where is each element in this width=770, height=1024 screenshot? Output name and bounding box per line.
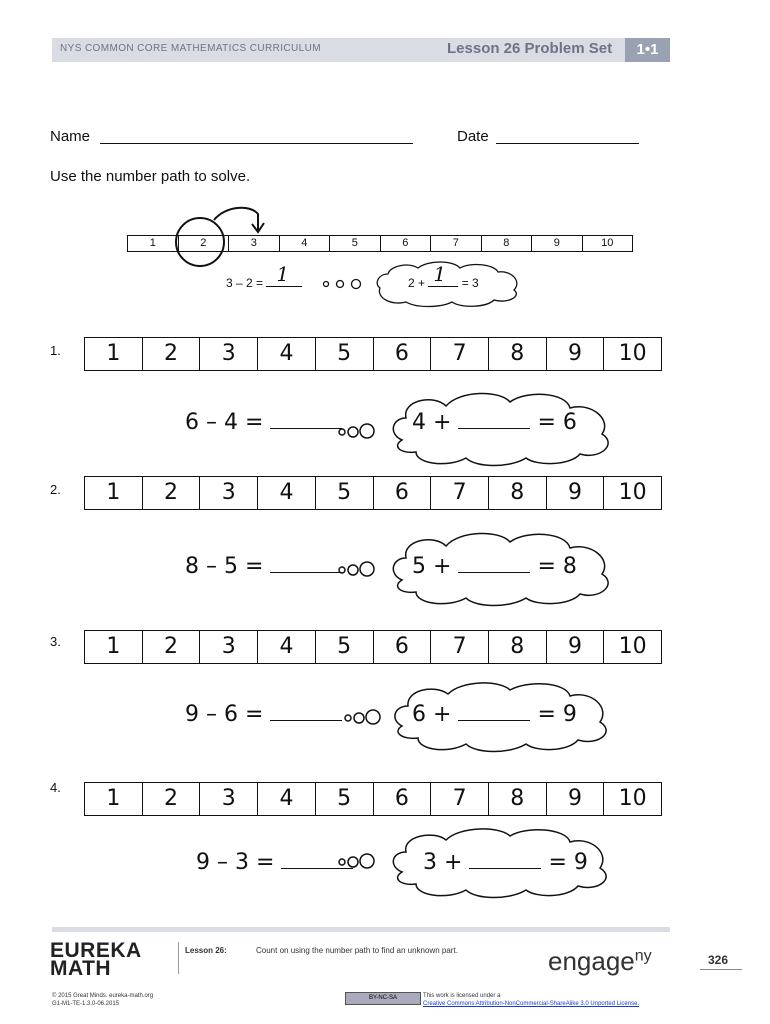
problem-2-answer-blank[interactable]: [270, 554, 342, 573]
path-cell: 2: [179, 236, 230, 251]
path-cell: 6: [374, 783, 432, 815]
copyright-line1: © 2015 Great Minds. eureka-math.org: [52, 993, 154, 999]
path-cell: 1: [85, 783, 143, 815]
problem-3-addition: [412, 702, 577, 727]
footer-lesson-description: Count on using the number path to find an unknown part.: [256, 946, 458, 955]
example-addition-right: = 3: [461, 276, 479, 290]
path-cell: 8: [489, 631, 547, 663]
path-cell: 5: [316, 783, 374, 815]
problem-1-addition: [412, 410, 577, 435]
path-cell: 6: [374, 477, 432, 509]
copyright: [52, 992, 153, 1008]
path-cell: 8: [489, 783, 547, 815]
path-cell: 4: [258, 631, 316, 663]
path-cell: 2: [143, 477, 201, 509]
problem-4-subtraction: [196, 850, 353, 875]
problem-2-addition-blank[interactable]: [458, 554, 530, 573]
problem-1-subtraction: [185, 410, 342, 435]
path-cell: 10: [618, 634, 647, 659]
license-line1: This work is licensed under a: [423, 993, 501, 999]
page-number-rule: [700, 969, 742, 970]
footer-lesson-label: Lesson 26:: [185, 946, 227, 955]
path-cell: 4: [258, 783, 316, 815]
eureka-logo-line2: MATH: [50, 957, 112, 980]
path-cell: 9: [547, 631, 605, 663]
problem-4-answer-blank[interactable]: [281, 850, 353, 869]
path-cell: 7: [431, 236, 482, 251]
path-cell: 1: [85, 338, 143, 370]
name-field[interactable]: [100, 143, 413, 144]
problem-3-number: 3.: [50, 634, 61, 649]
problem-3-addition-left: 6 +: [412, 702, 452, 727]
path-cell: 2: [143, 338, 201, 370]
path-cell: 9: [532, 236, 583, 251]
path-cell: 9: [547, 338, 605, 370]
problem-1-answer-blank[interactable]: [270, 410, 342, 429]
path-cell: 1: [85, 631, 143, 663]
path-cell: 7: [431, 631, 489, 663]
date-field[interactable]: [496, 143, 639, 144]
problem-1-number-path: [84, 337, 662, 371]
path-cell: 10: [601, 237, 614, 249]
path-cell: 6: [374, 338, 432, 370]
problem-3-subtraction-text: 9 – 6 =: [185, 702, 264, 727]
path-cell: 9: [547, 477, 605, 509]
license-link[interactable]: Creative Commons Attribution-NonCommercial-ShareAlike 3.0 Unported License.: [423, 1001, 640, 1007]
path-cell: 4: [258, 338, 316, 370]
path-cell: 4: [258, 477, 316, 509]
problem-4-addition-right: = 9: [548, 850, 588, 875]
engage-text: engage: [548, 946, 635, 976]
path-cell: 5: [330, 236, 381, 251]
example-subtraction-text: 3 – 2 =: [226, 276, 264, 290]
problem-1-number: 1.: [50, 343, 61, 358]
path-cell: 3: [200, 631, 258, 663]
problem-4-number-path: [84, 782, 662, 816]
path-cell: 5: [316, 338, 374, 370]
cc-license-badge: BY-NC-SA: [345, 992, 421, 1005]
grade-module-badge: 1•1: [625, 38, 670, 62]
path-cell: 9: [547, 783, 605, 815]
problem-2-number-path: [84, 476, 662, 510]
problem-4-addition: [423, 850, 588, 875]
problem-1-addition-right: = 6: [537, 410, 577, 435]
path-cell: 3: [200, 477, 258, 509]
problem-2-subtraction: [185, 554, 342, 579]
license-text: [423, 992, 639, 1008]
problem-4-addition-left: 3 +: [423, 850, 463, 875]
path-cell: 5: [316, 631, 374, 663]
path-cell: 8: [482, 236, 533, 251]
page-number: 326: [708, 953, 729, 967]
problem-2-subtraction-text: 8 – 5 =: [185, 554, 264, 579]
path-cell: 5: [316, 477, 374, 509]
path-cell: 3: [200, 783, 258, 815]
example-answer: 1: [276, 262, 290, 286]
path-cell: 8: [489, 477, 547, 509]
path-cell: 8: [489, 338, 547, 370]
path-cell: 6: [381, 236, 432, 251]
instructions: Use the number path to solve.: [50, 168, 251, 185]
problem-2-addition-right: = 8: [537, 554, 577, 579]
path-cell: 2: [143, 783, 201, 815]
problem-3-addition-right: = 9: [537, 702, 577, 727]
path-cell: 7: [431, 338, 489, 370]
path-cell: 3: [200, 338, 258, 370]
footer-divider: [178, 942, 179, 974]
name-label: Name: [50, 128, 91, 145]
eureka-math-logo: [50, 939, 142, 980]
path-cell: 3: [229, 236, 280, 251]
problem-3-number-path: [84, 630, 662, 664]
problem-1-subtraction-text: 6 – 4 =: [185, 410, 264, 435]
eureka-logo-line1: EUREKA: [50, 939, 142, 962]
path-cell: 7: [431, 783, 489, 815]
example-number-path: [127, 235, 633, 252]
footer-bar: [52, 927, 670, 932]
problem-3-subtraction: [185, 702, 342, 727]
date-label: Date: [457, 128, 489, 145]
path-cell: 6: [374, 631, 432, 663]
problem-3-addition-blank[interactable]: [458, 702, 530, 721]
lesson-title: Lesson 26 Problem Set: [447, 40, 613, 57]
problem-1-addition-left: 4 +: [412, 410, 452, 435]
problem-2-addition-left: 5 +: [412, 554, 452, 579]
example-addition-left: 2 +: [408, 276, 426, 290]
path-cell: 10: [618, 786, 647, 811]
path-cell: 10: [618, 341, 647, 366]
problem-3-answer-blank[interactable]: [270, 702, 342, 721]
example-addition: [408, 262, 479, 290]
path-cell: 10: [618, 480, 647, 505]
engage-ny: ny: [634, 947, 652, 965]
copyright-line2: G1-M1-TE-1.3.0-06.2015: [52, 1001, 120, 1007]
problem-1-addition-blank[interactable]: [458, 410, 530, 429]
problem-4-subtraction-text: 9 – 3 =: [196, 850, 275, 875]
path-cell: 2: [143, 631, 201, 663]
problem-2-number: 2.: [50, 482, 61, 497]
example-subtraction: [226, 262, 302, 290]
problem-2-addition: [412, 554, 577, 579]
path-cell: 1: [128, 236, 179, 251]
path-cell: 1: [85, 477, 143, 509]
path-cell: 7: [431, 477, 489, 509]
example-addition-answer: 1: [433, 262, 447, 286]
problem-4-number: 4.: [50, 780, 61, 795]
curriculum-title: NYS COMMON CORE MATHEMATICS CURRICULUM: [60, 43, 321, 54]
engageny-logo: [548, 946, 652, 977]
problem-4-addition-blank[interactable]: [469, 850, 541, 869]
path-cell: 4: [280, 236, 331, 251]
